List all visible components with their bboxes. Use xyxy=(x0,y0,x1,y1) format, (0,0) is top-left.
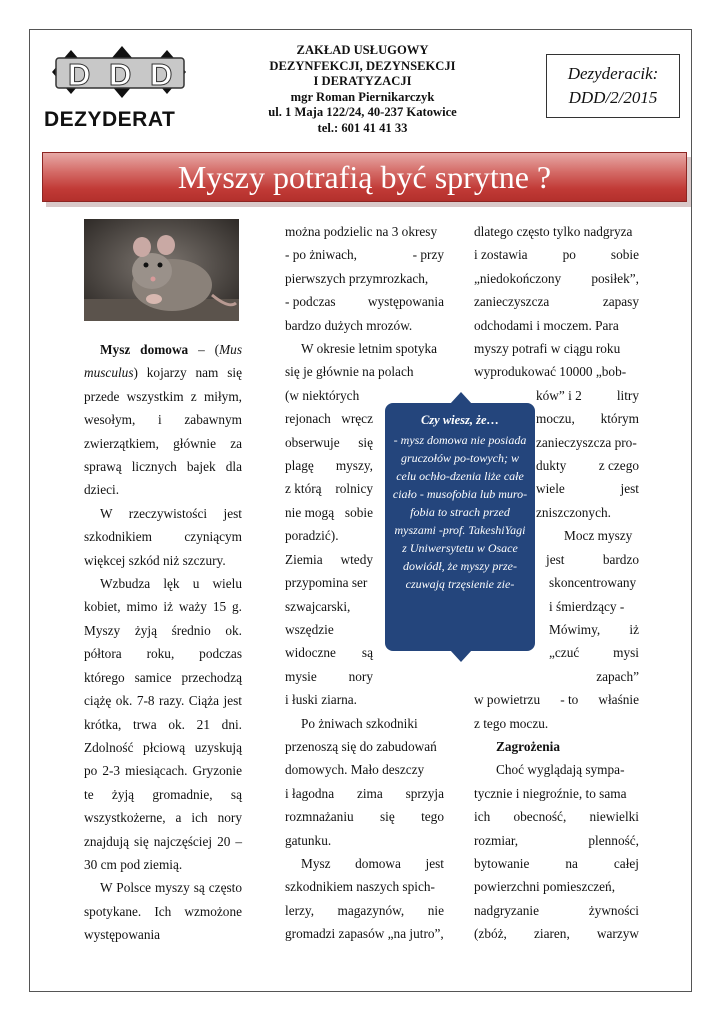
text-line: i łuski ziarna. xyxy=(285,692,358,708)
word: sprzyja xyxy=(405,785,444,801)
word: i łagodna xyxy=(285,785,335,801)
text-line: bardzo dużych mrozów. xyxy=(285,317,413,333)
text-line xyxy=(474,805,639,828)
text-line xyxy=(474,852,639,875)
latin-name: Mus musculus xyxy=(84,342,242,381)
text-line: pierwszych przymrozkach, xyxy=(285,270,429,286)
word: - po żniwach, xyxy=(285,247,357,263)
word: nie xyxy=(427,902,444,918)
issue-badge xyxy=(546,54,680,118)
mouse-photo xyxy=(84,219,239,321)
company-phone: tel.: 601 41 41 33 xyxy=(317,120,408,135)
word: rozmiar, xyxy=(474,832,519,848)
word: zanieczyszcza xyxy=(474,294,550,310)
text-line xyxy=(285,477,373,500)
word: warzyw xyxy=(596,926,639,942)
word: dukty xyxy=(536,458,567,474)
word: ich xyxy=(474,809,491,825)
svg-text:D: D xyxy=(150,57,173,92)
word: plagę xyxy=(285,458,314,474)
word: z którą xyxy=(285,481,322,497)
term-mysz-domowa: Mysz domowa xyxy=(100,342,189,357)
word: rolnicy xyxy=(335,481,373,497)
paragraph: W Polsce myszy są często spotykane. Ich wzmożone występowania xyxy=(84,880,242,943)
word: Mysz xyxy=(301,855,331,871)
text-line: wszędzie xyxy=(285,621,334,637)
column-2 xyxy=(285,220,444,946)
word: bytowanie xyxy=(474,855,530,871)
text-line: (w niektórych xyxy=(285,387,360,403)
logo-name: DEZYDERAT xyxy=(44,108,176,131)
column-1 xyxy=(84,338,242,947)
word: jest xyxy=(546,551,565,567)
text-line xyxy=(285,805,444,828)
text-line xyxy=(285,665,373,688)
title-banner xyxy=(42,152,687,202)
word: ków” i 2 xyxy=(536,387,582,403)
word: i zostawia xyxy=(474,247,528,263)
text-line xyxy=(536,477,639,500)
word: mysi xyxy=(613,645,639,661)
text-line xyxy=(474,829,639,852)
text-line xyxy=(285,548,373,571)
text-line xyxy=(285,501,373,524)
svg-text:D: D xyxy=(68,57,91,92)
word: nadgryzanie xyxy=(474,902,539,918)
text-line: myszy potrafi w ciągu roku xyxy=(474,341,621,357)
text-line: zniszczonych. xyxy=(536,504,611,520)
text-line xyxy=(285,454,373,477)
text-line: zanieczyszcza pro- xyxy=(536,434,637,450)
text-line: się je głównie na polach xyxy=(285,364,414,380)
badge-number: DDD/2/2015 xyxy=(568,88,658,107)
text-line: gatunku. xyxy=(285,832,332,848)
company-line: ZAKŁAD USŁUGOWY xyxy=(296,43,429,57)
word: nie mogą xyxy=(285,504,335,520)
word: - podczas xyxy=(285,294,336,310)
word: litry xyxy=(616,387,639,403)
word: bardzo xyxy=(602,551,639,567)
text-line xyxy=(549,618,639,641)
text-line xyxy=(285,290,444,313)
company-line: DEZYNFEKCJI, DEZYNSEKCJI xyxy=(269,58,456,73)
text-line xyxy=(285,407,373,430)
text-line xyxy=(285,431,373,454)
word: (zbóż, xyxy=(474,926,507,942)
company-header xyxy=(245,43,480,136)
word: którym xyxy=(600,411,639,427)
word: rozmnażaniu xyxy=(285,809,354,825)
text-line xyxy=(536,407,639,430)
text-line xyxy=(546,548,639,571)
text-line xyxy=(536,454,639,477)
callout-body: - mysz domowa nie posiada gruczołów po-towych; w celu ochło-dzenia liże całe ciało - musofobia lub muro-fobia to strach przed myszami -prof. TakeshiYagi z Uniwersytetu w Osace dowiódł, że myszy prze-czuwają trzęsienie zie- xyxy=(392,433,528,591)
word: Ziemia xyxy=(285,551,323,567)
text-line: zapach” xyxy=(596,668,639,684)
text-line: przypomina ser xyxy=(285,575,368,591)
text-line: domowych. Mało deszczy xyxy=(285,762,425,778)
word: myszy, xyxy=(335,458,373,474)
text-line: skoncentrowany xyxy=(549,575,637,591)
word: zima xyxy=(356,785,383,801)
text-line: tycznie i niegroźnie, to sama xyxy=(474,785,627,801)
text-line: Mocz myszy xyxy=(564,528,633,544)
word: plenność, xyxy=(588,832,639,848)
text-line xyxy=(285,243,444,266)
text-line: poradzić). xyxy=(285,528,339,544)
word: obecność, xyxy=(513,809,567,825)
word: „czuć xyxy=(549,645,580,661)
text-line: i śmierdzący - xyxy=(549,598,625,614)
text-line xyxy=(285,852,444,875)
word: występowania xyxy=(367,294,444,310)
word: jest xyxy=(620,481,639,497)
word: zapasy xyxy=(602,294,639,310)
callout-pointer-bottom xyxy=(450,650,472,662)
word: nory xyxy=(348,668,373,684)
word: niewielki xyxy=(589,809,639,825)
section-heading: Zagrożenia xyxy=(496,738,561,754)
badge-title: Dezyderacik: xyxy=(567,64,659,83)
text-line: odchodami i moczem. Para xyxy=(474,317,619,333)
word: tego xyxy=(421,809,444,825)
word: jest xyxy=(425,855,444,871)
company-line: I DERATYZACJI xyxy=(313,74,412,88)
word: „niedokończony xyxy=(474,270,562,286)
word: wiele xyxy=(536,481,565,497)
word: właśnie xyxy=(598,692,639,708)
word: widoczne xyxy=(285,645,336,661)
word: posiłek”, xyxy=(591,270,639,286)
word: na xyxy=(565,855,578,871)
text-line: szkodnikiem naszych spich- xyxy=(285,879,435,895)
column-3 xyxy=(474,220,639,946)
text-line xyxy=(549,641,639,664)
text-line: Choć wyglądają sympa- xyxy=(496,762,625,778)
word: całej xyxy=(613,855,639,871)
text-line: W okresie letnim spotyka xyxy=(301,341,438,357)
word: obserwuje xyxy=(285,434,340,450)
text-line: z tego moczu. xyxy=(474,715,549,731)
paragraph-text: ) kojarzy nam się przede wszystkim z miłym, wesołym, i zabawnym zwierzątkiem, głównie za sprawą licznych bajek dla dzieci. xyxy=(84,365,242,498)
word: iż xyxy=(629,621,639,637)
svg-text:D: D xyxy=(109,57,132,92)
paragraph: Wzbudza lęk u wielu kobiet, mimo iż waży 15 g. Myszy żyją średnio ok. półtora roku, podczas którego samice przechodzą ciążę ok. 7-8 razy. Ciąża jest krótka, trwa ok. 21 dni. Zdolność płciową uzyskują po 2-3 miesiącach. Gryzonie te żyją gromadnie, są wszystkożerne, a ich nory znajdują się najczęściej 20 – 30 cm pod ziemią. xyxy=(84,576,242,872)
text-line xyxy=(536,384,639,407)
dash: – ( xyxy=(188,342,220,357)
text-line: Po żniwach szkodniki xyxy=(301,715,418,731)
text-line xyxy=(474,290,639,313)
word: sobie xyxy=(610,247,639,263)
text-line xyxy=(474,688,639,711)
company-address: ul. 1 Maja 122/24, 40-237 Katowice xyxy=(268,105,457,119)
paragraph: W rzeczywistości jest szkodnikiem czyniącym więkcej szkód niż szczury. xyxy=(84,505,242,568)
word: Mówimy, xyxy=(549,621,601,637)
word: sobie xyxy=(344,504,373,520)
text-line xyxy=(285,899,444,922)
word: w powietrzu xyxy=(474,692,541,708)
word: domowa xyxy=(355,855,401,871)
text-line xyxy=(474,922,639,945)
paragraph xyxy=(84,338,242,502)
word: są xyxy=(361,645,373,661)
word: wtedy xyxy=(340,551,373,567)
text-line: szwajcarski, xyxy=(285,598,351,614)
callout-title: Czy wiesz, że… xyxy=(420,413,500,427)
text-line: powierzchni pomieszczeń, xyxy=(474,879,616,895)
word: się xyxy=(379,809,395,825)
text-line: przenoszą się do zabudowań xyxy=(285,738,437,754)
word: się xyxy=(358,434,373,450)
word: - to xyxy=(560,692,579,708)
word: ziaren, xyxy=(533,926,570,942)
text-line: wyprodukować 10000 „bob- xyxy=(474,364,627,380)
text-line xyxy=(474,267,639,290)
text-line xyxy=(474,899,639,922)
word: po xyxy=(562,247,576,263)
company-owner: mgr Roman Piernikarczyk xyxy=(290,89,435,104)
word: żywności xyxy=(588,902,639,918)
text-line: można podzielic na 3 okresy xyxy=(285,224,438,239)
word: z czego xyxy=(598,458,639,474)
word: magazynów, xyxy=(337,902,405,918)
text-line: dlatego często tylko nadgryza xyxy=(474,224,633,239)
word: moczu, xyxy=(536,411,575,427)
word: - przy xyxy=(412,247,444,263)
word: mysie xyxy=(285,668,317,684)
word: lerzy, xyxy=(285,902,315,918)
text-line xyxy=(285,782,444,805)
text-line xyxy=(474,243,639,266)
word: rejonach xyxy=(285,411,331,427)
page-title: Myszy potrafią być sprytne ? xyxy=(177,159,552,195)
text-line: gromadzi zapasów „na jutro”, xyxy=(285,926,444,942)
word: wręcz xyxy=(341,411,373,427)
text-line xyxy=(285,641,373,664)
